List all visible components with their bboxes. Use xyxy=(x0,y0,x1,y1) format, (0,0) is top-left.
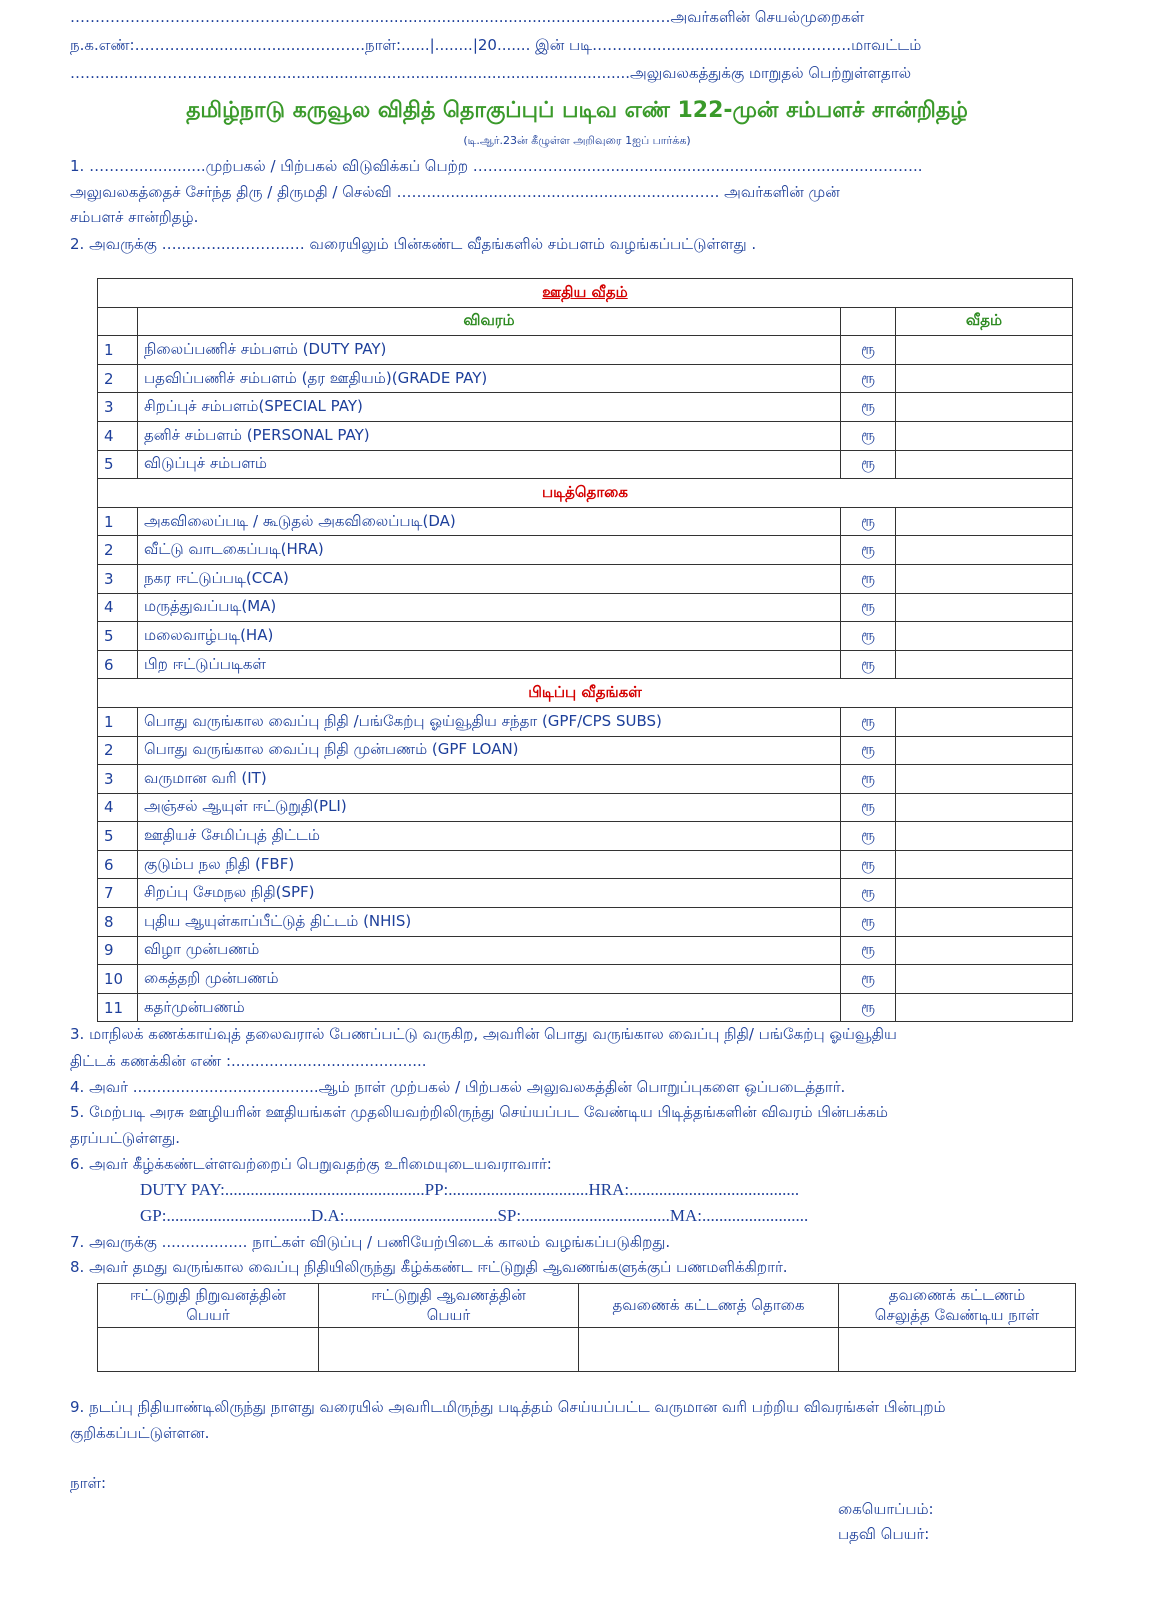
row-number: 9 xyxy=(98,936,138,965)
rate-value-cell[interactable] xyxy=(896,936,1073,965)
row-description: அஞ்சல் ஆயுள் ஈட்டுறுதி(PLI) xyxy=(138,793,841,822)
currency-label: ரூ xyxy=(841,536,896,565)
para-9b: குறிக்கப்பட்டுள்ளன. xyxy=(70,1424,210,1442)
rate-value-cell[interactable] xyxy=(896,364,1073,393)
currency-label: ரூ xyxy=(841,393,896,422)
row-number: 2 xyxy=(98,536,138,565)
currency-label: ரூ xyxy=(841,650,896,679)
insurance-table xyxy=(97,1283,1076,1372)
row-number: 1 xyxy=(98,336,138,365)
pay-rate-table xyxy=(97,278,1073,1022)
form-title: தமிழ்நாடு கருவூல விதித் தொகுப்புப் படிவ எண் 122-முன் சம்பளச் சான்றிதழ் xyxy=(186,98,968,123)
insurance-cell[interactable] xyxy=(98,1328,319,1372)
table-row xyxy=(98,593,1073,622)
row-description: விடுப்புச் சம்பளம் xyxy=(138,450,841,479)
row-number: 3 xyxy=(98,393,138,422)
header-line: பெயர் xyxy=(426,1305,471,1324)
currency-label: ரூ xyxy=(841,707,896,736)
row-description: ஊதியச் சேமிப்புத் திட்டம் xyxy=(138,822,841,851)
empty-cell xyxy=(841,307,896,336)
table-row xyxy=(98,765,1073,794)
para-5b: தரப்பட்டுள்ளது. xyxy=(70,1129,181,1147)
currency-label: ரூ xyxy=(841,793,896,822)
table-row xyxy=(98,450,1073,479)
currency-label: ரூ xyxy=(841,421,896,450)
currency-label: ரூ xyxy=(841,593,896,622)
insurance-cell[interactable] xyxy=(319,1328,579,1372)
row-description: வீட்டு வாடகைப்படி(HRA) xyxy=(138,536,841,565)
header-line: தவணைக் கட்டணம் xyxy=(888,1285,1026,1304)
row-description: சிறப்பு சேமநல நிதி(SPF) xyxy=(138,879,841,908)
row-description: புதிய ஆயுள்காப்பீட்டுத் திட்டம் (NHIS) xyxy=(138,908,841,937)
row-number: 4 xyxy=(98,793,138,822)
rate-value-cell[interactable] xyxy=(896,564,1073,593)
currency-label: ரூ xyxy=(841,622,896,651)
para-4: 4. அவர் .......................................ஆம் நாள் முற்பகல் / பிற்பகல் அலுவலகத்தின் பொறுப்புகளை ஒப்படைத்தார். xyxy=(70,1078,846,1096)
table-row xyxy=(98,622,1073,651)
header-line-3: ……............……………………..........................................................................அலுவலகத்துக்கு மாறுதல் பெற்றுள்ளதால் xyxy=(70,64,912,82)
row-description: பதவிப்பணிச் சம்பளம் (தர ஊதியம்)(GRADE PAY) xyxy=(138,364,841,393)
row-description: நகர ஈட்டுப்படி(CCA) xyxy=(138,564,841,593)
row-number: 3 xyxy=(98,564,138,593)
header-line: ஈட்டுறுதி நிறுவனத்தின் xyxy=(130,1285,286,1304)
row-description: மலைவாழ்படி(HA) xyxy=(138,622,841,651)
insurance-col-header xyxy=(839,1284,1076,1328)
entitlement-line-2: GP:..................................D.A:....................................SP:...................................MA:......................... xyxy=(140,1206,809,1225)
row-number: 5 xyxy=(98,822,138,851)
col-header-desc: விவரம் xyxy=(138,307,841,336)
table-row xyxy=(98,736,1073,765)
row-description: சிறப்புச் சம்பளம்(SPECIAL PAY) xyxy=(138,393,841,422)
table-row xyxy=(98,421,1073,450)
header-line: தவணைக் கட்டணத் தொகை xyxy=(612,1295,805,1314)
row-description: தனிச் சம்பளம் (PERSONAL PAY) xyxy=(138,421,841,450)
header-line: செலுத்த வேண்டிய நாள் xyxy=(874,1305,1040,1324)
table-row xyxy=(98,336,1073,365)
row-description: கைத்தறி முன்பணம் xyxy=(138,965,841,994)
para-3b: திட்டக் கணக்கின் எண் :......................................... xyxy=(70,1052,427,1070)
rate-value-cell[interactable] xyxy=(896,336,1073,365)
table-row xyxy=(98,879,1073,908)
insurance-cell[interactable] xyxy=(839,1328,1076,1372)
para-5a: 5. மேற்படி அரசு ஊழியரின் ஊதியங்கள் முதலியவற்றிலிருந்து செய்யப்பட வேண்டிய பிடித்தங்களின் விவரம் பின்பக்கம் xyxy=(70,1103,888,1121)
rate-value-cell[interactable] xyxy=(896,736,1073,765)
table-row xyxy=(98,965,1073,994)
entitlement-line-1: DUTY PAY:...............................................PP:.................................HRA:........................................ xyxy=(140,1180,800,1199)
empty-cell xyxy=(98,307,138,336)
rate-value-cell[interactable] xyxy=(896,908,1073,937)
currency-label: ரூ xyxy=(841,965,896,994)
table-row xyxy=(98,707,1073,736)
signature-label: கையொப்பம்: xyxy=(838,1500,934,1518)
header-line: ஈட்டுறுதி ஆவணத்தின் xyxy=(371,1285,526,1304)
row-number: 4 xyxy=(98,421,138,450)
row-number: 2 xyxy=(98,736,138,765)
rate-value-cell[interactable] xyxy=(896,536,1073,565)
rate-value-cell[interactable] xyxy=(896,421,1073,450)
rate-value-cell[interactable] xyxy=(896,393,1073,422)
currency-label: ரூ xyxy=(841,850,896,879)
currency-label: ரூ xyxy=(841,336,896,365)
currency-label: ரூ xyxy=(841,822,896,851)
currency-label: ரூ xyxy=(841,507,896,536)
para-1c: சம்பளச் சான்றிதழ். xyxy=(70,208,199,226)
row-number: 7 xyxy=(98,879,138,908)
table-title: ஊதிய வீதம் xyxy=(98,279,1073,308)
row-number: 5 xyxy=(98,450,138,479)
currency-label: ரூ xyxy=(841,450,896,479)
rate-value-cell[interactable] xyxy=(896,707,1073,736)
rate-value-cell[interactable] xyxy=(896,450,1073,479)
designation-label: பதவி பெயர்: xyxy=(838,1525,930,1543)
insurance-col-header xyxy=(98,1284,319,1328)
rate-value-cell[interactable] xyxy=(896,765,1073,794)
rate-value-cell[interactable] xyxy=(896,822,1073,851)
para-3a: 3. மாநிலக் கணக்காய்வுத் தலைவரால் பேணப்பட்டு வருகிற, அவரின் பொது வருங்கால வைப்பு நிதி/ பங்கேற்பு ஓய்வூதிய xyxy=(70,1025,897,1043)
row-description: பொது வருங்கால வைப்பு நிதி முன்பணம் (GPF LOAN) xyxy=(138,736,841,765)
row-description: அகவிலைப்படி / கூடுதல் அகவிலைப்படி(DA) xyxy=(138,507,841,536)
col-header-rate: வீதம் xyxy=(896,307,1073,336)
table-row xyxy=(98,507,1073,536)
row-number: 8 xyxy=(98,908,138,937)
rate-value-cell[interactable] xyxy=(896,793,1073,822)
table-row xyxy=(98,793,1073,822)
header-line-2: ந.க.எண்:……………..................…………..நாள்:......|........|20....... இன் படி………….............……............……….மாவட்டம் xyxy=(70,36,922,54)
table-row xyxy=(98,822,1073,851)
header-line: பெயர் xyxy=(186,1305,230,1324)
currency-label: ரூ xyxy=(841,364,896,393)
row-number: 2 xyxy=(98,364,138,393)
row-description: பொது வருங்கால வைப்பு நிதி /பங்கேற்பு ஓய்வூதிய சந்தா (GPF/CPS SUBS) xyxy=(138,707,841,736)
row-number: 5 xyxy=(98,622,138,651)
insurance-col-header xyxy=(319,1284,579,1328)
rate-value-cell[interactable] xyxy=(896,622,1073,651)
currency-label: ரூ xyxy=(841,765,896,794)
form-subtitle: (டி.ஆர்.23ன் கீழுள்ள அறிவுரை 1ஐப் பார்க்க) xyxy=(463,134,691,147)
rate-value-cell[interactable] xyxy=(896,650,1073,679)
row-number: 1 xyxy=(98,707,138,736)
currency-label: ரூ xyxy=(841,908,896,937)
table-row xyxy=(98,850,1073,879)
row-description: பிற ஈட்டுப்படிகள் xyxy=(138,650,841,679)
table-row xyxy=(98,650,1073,679)
section-heading: பிடிப்பு வீதங்கள் xyxy=(98,679,1073,708)
table-row xyxy=(98,393,1073,422)
para-9a: 9. நடப்பு நிதியாண்டிலிருந்து நாளது வரையில் அவரிடமிருந்து படித்தம் செய்யப்பட்ட வருமான வரி பற்றிய விவரங்கள் பின்புறம் xyxy=(70,1398,946,1416)
row-description: வருமான வரி (IT) xyxy=(138,765,841,794)
row-description: விழா முன்பணம் xyxy=(138,936,841,965)
row-description: மருத்துவப்படி(MA) xyxy=(138,593,841,622)
insurance-col-header xyxy=(579,1284,839,1328)
row-number: 11 xyxy=(98,993,138,1022)
currency-label: ரூ xyxy=(841,936,896,965)
para-1a: 1. ………...............முற்பகல் / பிற்பகல் விடுவிக்கப் பெற்ற ………………..................................................…..............…….. xyxy=(70,157,923,175)
row-number: 1 xyxy=(98,507,138,536)
row-description: குடும்ப நல நிதி (FBF) xyxy=(138,850,841,879)
currency-label: ரூ xyxy=(841,879,896,908)
row-number: 4 xyxy=(98,593,138,622)
rate-value-cell[interactable] xyxy=(896,507,1073,536)
date-label: நாள்: xyxy=(70,1474,107,1492)
rate-value-cell[interactable] xyxy=(896,879,1073,908)
table-row xyxy=(98,564,1073,593)
row-number: 3 xyxy=(98,765,138,794)
row-description: நிலைப்பணிச் சம்பளம் (DUTY PAY) xyxy=(138,336,841,365)
para-7: 7. அவருக்கு .................. நாட்கள் விடுப்பு / பணியேற்பிடைக் காலம் வழங்கப்படுகிறது. xyxy=(70,1233,671,1251)
table-row xyxy=(98,936,1073,965)
currency-label: ரூ xyxy=(841,564,896,593)
rate-value-cell[interactable] xyxy=(896,965,1073,994)
para-6: 6. அவர் கீழ்க்கண்டள்ளவற்றைப் பெறுவதற்கு உரிமையுடையவராவார்: xyxy=(70,1155,552,1173)
para-2: 2. அவருக்கு …..……....………..… வரையிலும் பின்கண்ட வீதங்களில் சம்பளம் வழங்கப்பட்டுள்ளது . xyxy=(70,235,757,253)
rate-value-cell[interactable] xyxy=(896,993,1073,1022)
currency-label: ரூ xyxy=(841,993,896,1022)
table-row xyxy=(98,993,1073,1022)
para-1b: அலுவலகத்தைச் சேர்ந்த திரு / திருமதி / செல்வி ……....................…...............................……. அவர்களின் முன் xyxy=(70,183,840,201)
currency-label: ரூ xyxy=(841,736,896,765)
section-heading: படித்தொகை xyxy=(98,479,1073,508)
table-row xyxy=(98,536,1073,565)
row-description: கதர்முன்பணம் xyxy=(138,993,841,1022)
rate-value-cell[interactable] xyxy=(896,593,1073,622)
rate-value-cell[interactable] xyxy=(896,850,1073,879)
insurance-cell[interactable] xyxy=(579,1328,839,1372)
header-line-1: ……………………………………………………........................................…………….……அவர்களின் செயல்முறைகள் xyxy=(70,8,865,26)
table-row xyxy=(98,364,1073,393)
para-8: 8. அவர் தமது வருங்கால வைப்பு நிதியிலிருந்து கீழ்க்கண்ட ஈட்டுறுதி ஆவணங்களுக்குப் பணமளிக்கிறார். xyxy=(70,1258,788,1276)
table-row xyxy=(98,908,1073,937)
row-number: 10 xyxy=(98,965,138,994)
row-number: 6 xyxy=(98,850,138,879)
row-number: 6 xyxy=(98,650,138,679)
